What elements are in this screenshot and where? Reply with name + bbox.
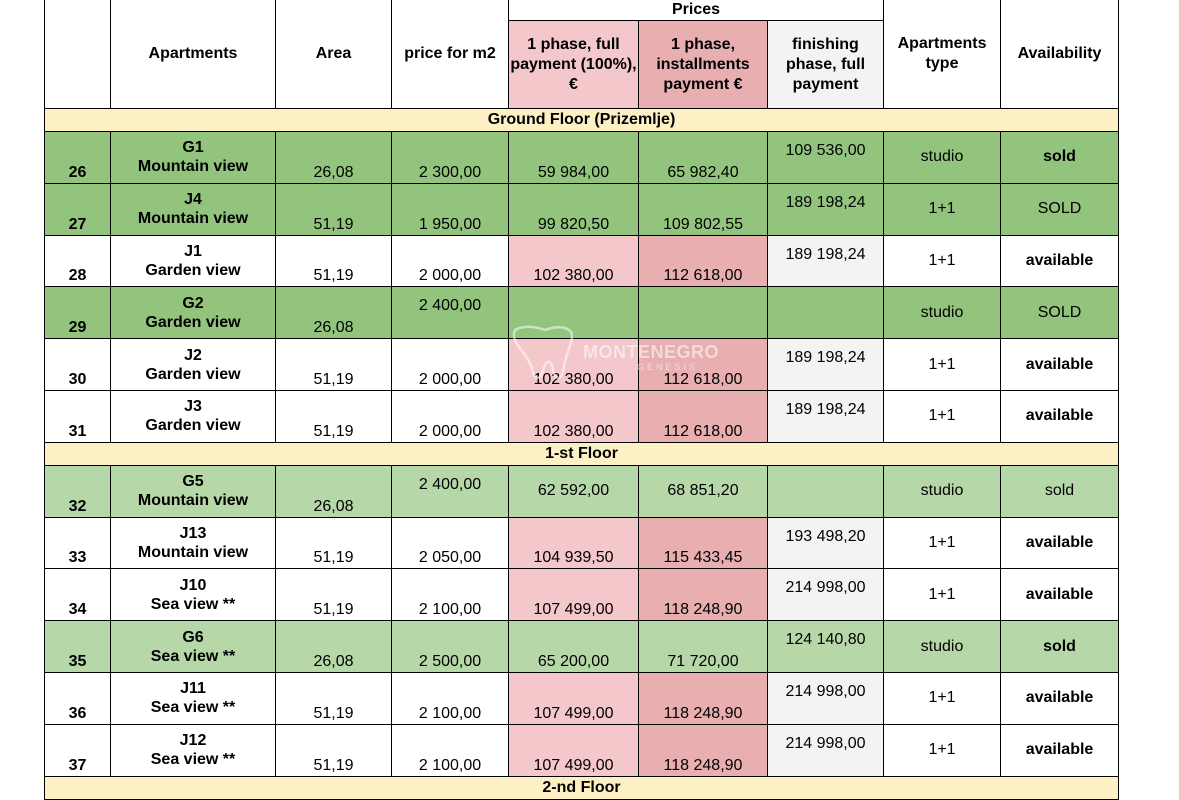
table-row <box>45 390 1119 442</box>
phase1-installments-cell: 68 851,20 <box>639 465 768 517</box>
phase1-full-cell: 107 499,00 <box>509 569 639 621</box>
table-row <box>45 132 1119 184</box>
apartment-view: Sea view ** <box>150 647 236 665</box>
apartment-name <box>111 517 276 569</box>
table-row <box>45 339 1119 391</box>
price-m2-cell: 2 000,00 <box>392 339 509 391</box>
apartment-code: G2 <box>182 294 204 312</box>
apartment-type-cell: 1+1 <box>884 569 1001 621</box>
table-row <box>45 517 1119 569</box>
apartment-name <box>111 672 276 724</box>
area-cell: 26,08 <box>276 287 392 339</box>
price-m2-cell: 1 950,00 <box>392 183 509 235</box>
apartment-name <box>111 339 276 391</box>
finishing-phase-cell: 189 198,24 <box>768 235 884 287</box>
apartment-view: Sea view ** <box>150 699 236 717</box>
price-m2-cell: 2 100,00 <box>392 672 509 724</box>
apartment-view: Mountain view <box>137 210 249 228</box>
table-row <box>45 672 1119 724</box>
apartment-code: J1 <box>184 242 202 260</box>
apartment-number: 32 <box>45 465 111 517</box>
apartment-view: Garden view <box>145 313 241 331</box>
apartment-name <box>111 390 276 442</box>
phase1-installments-cell: 71 720,00 <box>639 621 768 673</box>
apartment-view: Garden view <box>145 365 241 383</box>
price-m2-cell: 2 300,00 <box>392 132 509 184</box>
finishing-phase-cell <box>768 287 884 339</box>
apartment-type-cell: 1+1 <box>884 339 1001 391</box>
availability-cell: available <box>1001 569 1119 621</box>
apartment-name <box>111 132 276 184</box>
apartment-number: 35 <box>45 621 111 673</box>
apartment-type-cell: studio <box>884 621 1001 673</box>
phase1-installments-cell: 118 248,90 <box>639 672 768 724</box>
availability-cell: SOLD <box>1001 287 1119 339</box>
section-second-floor: 2-nd Floor <box>45 776 1119 799</box>
finishing-phase-cell: 189 198,24 <box>768 183 884 235</box>
header-phase1-full: 1 phase, full payment (100%), € <box>509 21 639 109</box>
table-row <box>45 235 1119 287</box>
price-m2-cell: 2 000,00 <box>392 390 509 442</box>
finishing-phase-cell: 193 498,20 <box>768 517 884 569</box>
finishing-phase-cell: 189 198,24 <box>768 339 884 391</box>
phase1-full-cell: 102 380,00 <box>509 339 639 391</box>
apartment-view: Sea view ** <box>150 751 236 769</box>
area-cell: 51,19 <box>276 672 392 724</box>
apartment-view: Garden view <box>145 261 241 279</box>
apartment-name <box>111 569 276 621</box>
finishing-phase-cell: 214 998,00 <box>768 724 884 776</box>
finishing-phase-cell: 109 536,00 <box>768 132 884 184</box>
phase1-full-cell: 107 499,00 <box>509 724 639 776</box>
phase1-full-cell: 99 820,50 <box>509 183 639 235</box>
availability-cell: sold <box>1001 132 1119 184</box>
apartment-type-cell: 1+1 <box>884 517 1001 569</box>
availability-cell: available <box>1001 390 1119 442</box>
table-row <box>45 621 1119 673</box>
apartment-type-cell: 1+1 <box>884 390 1001 442</box>
availability-cell: available <box>1001 724 1119 776</box>
apartment-name <box>111 724 276 776</box>
table-row <box>45 724 1119 776</box>
header-finishing-phase: finishing phase, full payment <box>768 21 884 109</box>
apartment-code: J2 <box>184 346 202 364</box>
area-cell: 51,19 <box>276 183 392 235</box>
apartment-view: Mountain view <box>137 158 249 176</box>
apartment-type-cell: 1+1 <box>884 672 1001 724</box>
apartment-name <box>111 287 276 339</box>
apartment-code: G5 <box>182 473 204 491</box>
apartment-number: 28 <box>45 235 111 287</box>
section-first-floor: 1-st Floor <box>45 442 1119 465</box>
apartment-code: J13 <box>179 524 207 542</box>
apartment-code: J11 <box>180 680 206 698</box>
apartment-type-cell: 1+1 <box>884 235 1001 287</box>
finishing-phase-cell <box>768 465 884 517</box>
apartment-type-cell: studio <box>884 132 1001 184</box>
finishing-phase-cell: 214 998,00 <box>768 672 884 724</box>
apartment-name <box>111 183 276 235</box>
area-cell: 51,19 <box>276 724 392 776</box>
header-apartments: Apartments <box>111 0 276 109</box>
price-m2-cell: 2 100,00 <box>392 569 509 621</box>
finishing-phase-cell: 124 140,80 <box>768 621 884 673</box>
apartment-number: 31 <box>45 390 111 442</box>
price-table <box>44 0 1119 800</box>
apartment-name <box>111 621 276 673</box>
availability-cell: available <box>1001 672 1119 724</box>
price-m2-cell: 2 500,00 <box>392 621 509 673</box>
phase1-installments-cell: 112 618,00 <box>639 339 768 391</box>
apartment-name <box>111 465 276 517</box>
price-m2-cell: 2 000,00 <box>392 235 509 287</box>
apartment-code: J12 <box>179 732 207 750</box>
availability-cell: sold <box>1001 465 1119 517</box>
apartment-type-cell: 1+1 <box>884 724 1001 776</box>
price-m2-cell: 2 100,00 <box>392 724 509 776</box>
header-price-m2: price for m2 <box>392 0 509 109</box>
apartment-number: 33 <box>45 517 111 569</box>
header-phase1-installments: 1 phase, installments payment € <box>639 21 768 109</box>
phase1-installments-cell: 118 248,90 <box>639 724 768 776</box>
phase1-installments-cell: 112 618,00 <box>639 235 768 287</box>
area-cell: 26,08 <box>276 132 392 184</box>
phase1-full-cell: 102 380,00 <box>509 235 639 287</box>
watermark-subtitle: GENESIS <box>637 362 699 372</box>
apartment-name <box>111 235 276 287</box>
price-m2-cell: 2 050,00 <box>392 517 509 569</box>
apartment-number: 30 <box>45 339 111 391</box>
phase1-full-cell: 107 499,00 <box>509 672 639 724</box>
price-m2-cell: 2 400,00 <box>392 465 509 517</box>
phase1-full-cell: 59 984,00 <box>509 132 639 184</box>
apartment-view: Sea view ** <box>150 595 236 613</box>
header-apartment-type: Apartments type <box>884 0 1001 109</box>
table-row <box>45 569 1119 621</box>
phase1-full-cell: 104 939,50 <box>509 517 639 569</box>
area-cell: 51,19 <box>276 235 392 287</box>
apartment-code: J10 <box>179 576 207 594</box>
availability-cell: sold <box>1001 621 1119 673</box>
apartment-view: Mountain view <box>137 492 249 510</box>
table-body <box>45 109 1119 800</box>
apartment-type-cell: 1+1 <box>884 183 1001 235</box>
area-cell: 51,19 <box>276 517 392 569</box>
area-cell: 51,19 <box>276 390 392 442</box>
apartment-code: G1 <box>182 139 204 157</box>
availability-cell: SOLD <box>1001 183 1119 235</box>
apartment-type-cell: studio <box>884 287 1001 339</box>
apartment-code: G6 <box>182 628 204 646</box>
finishing-phase-cell: 214 998,00 <box>768 569 884 621</box>
phase1-installments-cell: 115 433,45 <box>639 517 768 569</box>
apartment-number: 34 <box>45 569 111 621</box>
section-ground-floor: Ground Floor (Prizemlje) <box>45 109 1119 132</box>
apartment-view: Garden view <box>145 417 241 435</box>
phase1-installments-cell: 112 618,00 <box>639 390 768 442</box>
phase1-full-cell: 62 592,00 <box>509 465 639 517</box>
apartment-number: 29 <box>45 287 111 339</box>
availability-cell: available <box>1001 339 1119 391</box>
phase1-installments-cell: 65 982,40 <box>639 132 768 184</box>
table-row <box>45 287 1119 339</box>
header-availability: Availability <box>1001 0 1119 109</box>
apartment-number: 27 <box>45 183 111 235</box>
phase1-installments-cell: 109 802,55 <box>639 183 768 235</box>
apartment-code: J3 <box>184 398 202 416</box>
table-row <box>45 465 1119 517</box>
phase1-full-cell: 102 380,00 <box>509 390 639 442</box>
apartment-number: 37 <box>45 724 111 776</box>
phase1-installments-cell <box>639 287 768 339</box>
phase1-full-cell <box>509 287 639 339</box>
table-row <box>45 183 1119 235</box>
area-cell: 51,19 <box>276 339 392 391</box>
phase1-full-cell: 65 200,00 <box>509 621 639 673</box>
header-area: Area <box>276 0 392 109</box>
availability-cell: available <box>1001 235 1119 287</box>
apartment-type-cell: studio <box>884 465 1001 517</box>
area-cell: 51,19 <box>276 569 392 621</box>
finishing-phase-cell: 189 198,24 <box>768 390 884 442</box>
apartment-number: 26 <box>45 132 111 184</box>
apartment-view: Mountain view <box>137 543 249 561</box>
apartment-number: 36 <box>45 672 111 724</box>
area-cell: 26,08 <box>276 621 392 673</box>
header-number <box>45 0 111 109</box>
watermark-title: MONTENEGRO <box>583 342 720 362</box>
phase1-installments-cell: 118 248,90 <box>639 569 768 621</box>
area-cell: 26,08 <box>276 465 392 517</box>
availability-cell: available <box>1001 517 1119 569</box>
apartment-code: J4 <box>184 191 202 209</box>
price-m2-cell: 2 400,00 <box>392 287 509 339</box>
header-prices-group: Prices <box>509 0 884 21</box>
